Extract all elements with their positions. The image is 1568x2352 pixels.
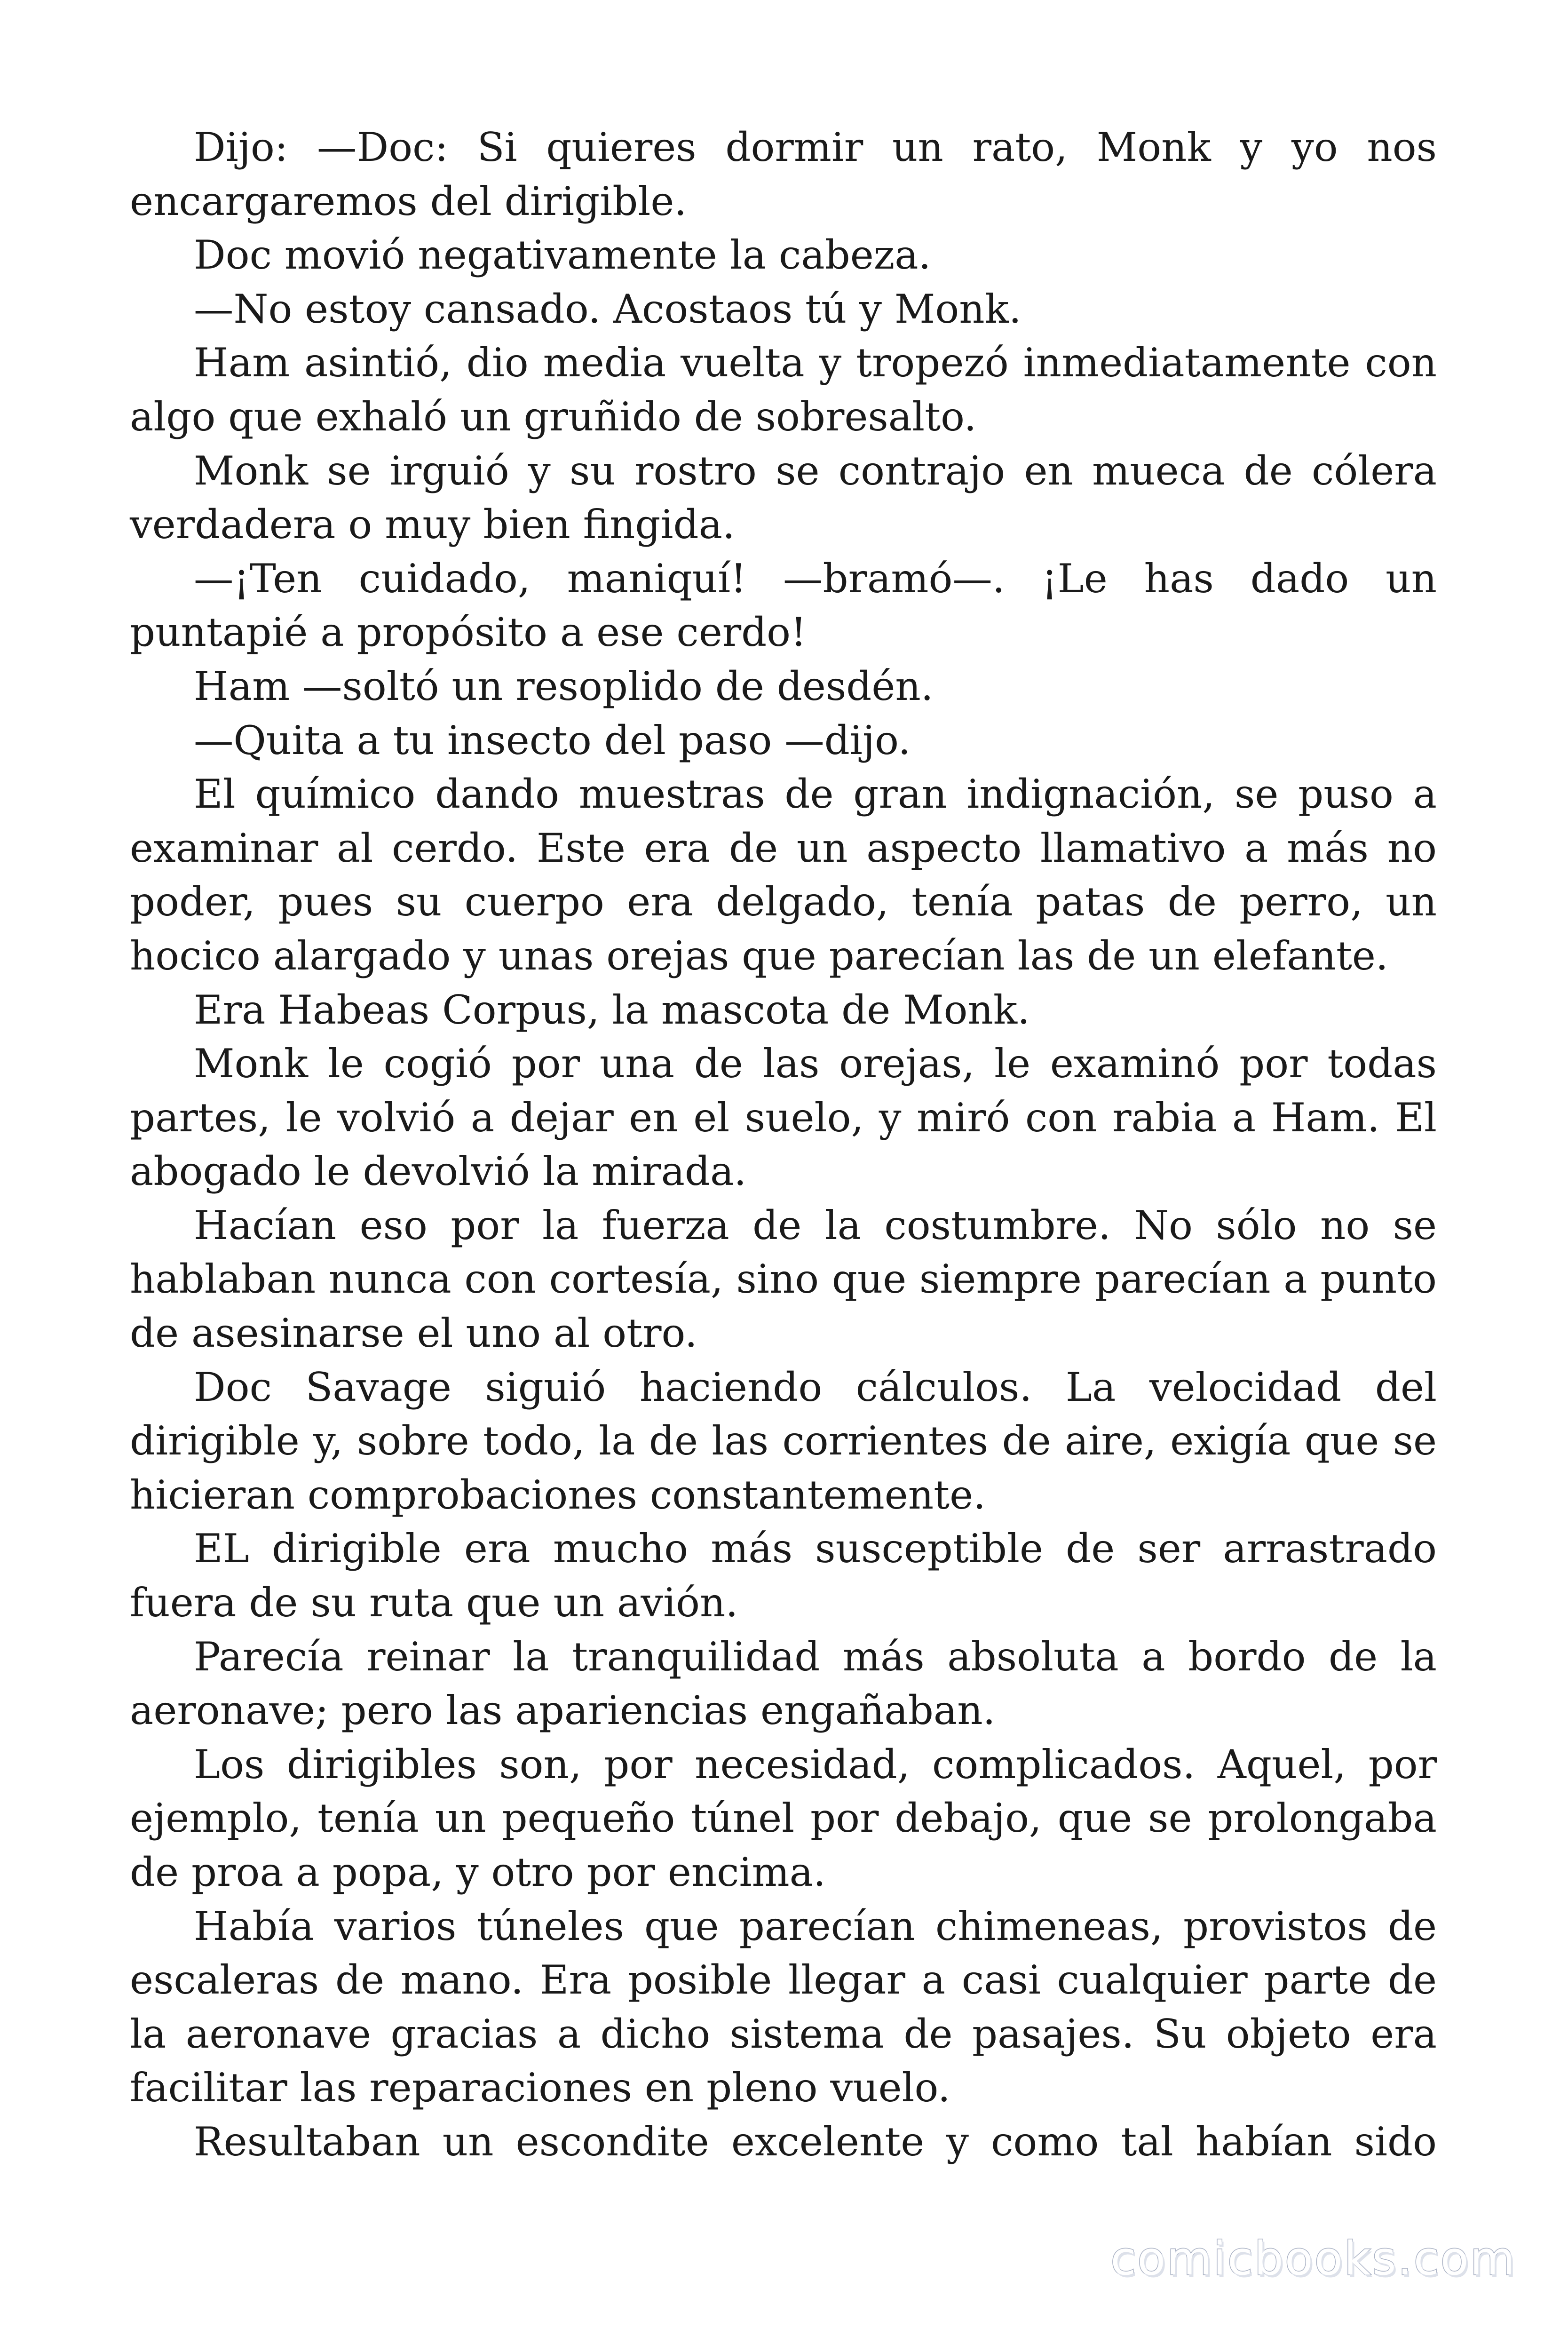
paragraph: Hacían eso por la fuerza de la costumbre. No sólo no se hablaban nunca con cortesía, sino que siempre parecían a punto de asesinarse el uno al otro. <box>130 1202 1437 1357</box>
paragraph: —Quita a tu insecto del paso —dijo. <box>194 717 911 763</box>
paragraph: Monk le cogió por una de las orejas, le examinó por todas partes, le volvió a dejar en el suelo, y miró con rabia a Ham. El abogado le devolvió la mirada. <box>130 1041 1437 1195</box>
paragraph: Dijo: —Doc: Si quieres dormir un rato, Monk y yo nos encargaremos del dirigible. <box>130 124 1437 224</box>
paragraph: Doc movió negativamente la cabeza. <box>194 232 931 278</box>
paragraph: Doc Savage siguió haciendo cálculos. La velocidad del dirigible y, sobre todo, la de las corrientes de aire, exigía que se hicieran comprobaciones constantemente. <box>130 1364 1437 1518</box>
watermark-logo: comicbooks.com <box>1110 2232 1516 2286</box>
paragraph: —No estoy cansado. Acostaos tú y Monk. <box>194 286 1022 332</box>
paragraph: Monk se irguió y su rostro se contrajo en mueca de cólera verdadera o muy bien fingida. <box>130 447 1437 548</box>
paragraph: —¡Ten cuidado, maniquí! —bramó—. ¡Le has dado un puntapié a propósito a ese cerdo! <box>130 555 1437 656</box>
paragraph: EL dirigible era mucho más susceptible de ser arrastrado fuera de su ruta que un avión. <box>130 1526 1437 1626</box>
page-text <box>130 120 1437 2169</box>
paragraph: Ham —soltó un resoplido de desdén. <box>194 663 934 709</box>
paragraph: Los dirigibles son, por necesidad, complicados. Aquel, por ejemplo, tenía un pequeño túnel por debajo, que se prolongaba de proa a popa, y otro por encima. <box>130 1741 1437 1895</box>
paragraph: Era Habeas Corpus, la mascota de Monk. <box>194 986 1030 1033</box>
paragraph: Parecía reinar la tranquilidad más absoluta a bordo de la aeronave; pero las apariencias engañaban. <box>130 1633 1437 1734</box>
paragraph: El químico dando muestras de gran indignación, se puso a examinar al cerdo. Este era de un aspecto llamativo a más no poder, pues su cuerpo era delgado, tenía patas de perro, un hocico alargado y unas orejas que parecían las de un elefante. <box>130 771 1437 979</box>
paragraph: Resultaban un escondite excelente y como tal habían sido <box>194 2118 1437 2165</box>
paragraph: Había varios túneles que parecían chimeneas, provistos de escaleras de mano. Era posible llegar a casi cualquier parte de la aeronave gracias a dicho sistema de pasajes. Su objeto era facilitar las reparaciones en pleno vuelo. <box>130 1903 1437 2111</box>
paragraph: Ham asintió, dio media vuelta y tropezó inmediatamente con algo que exhaló un gruñido de sobresalto. <box>130 340 1437 440</box>
